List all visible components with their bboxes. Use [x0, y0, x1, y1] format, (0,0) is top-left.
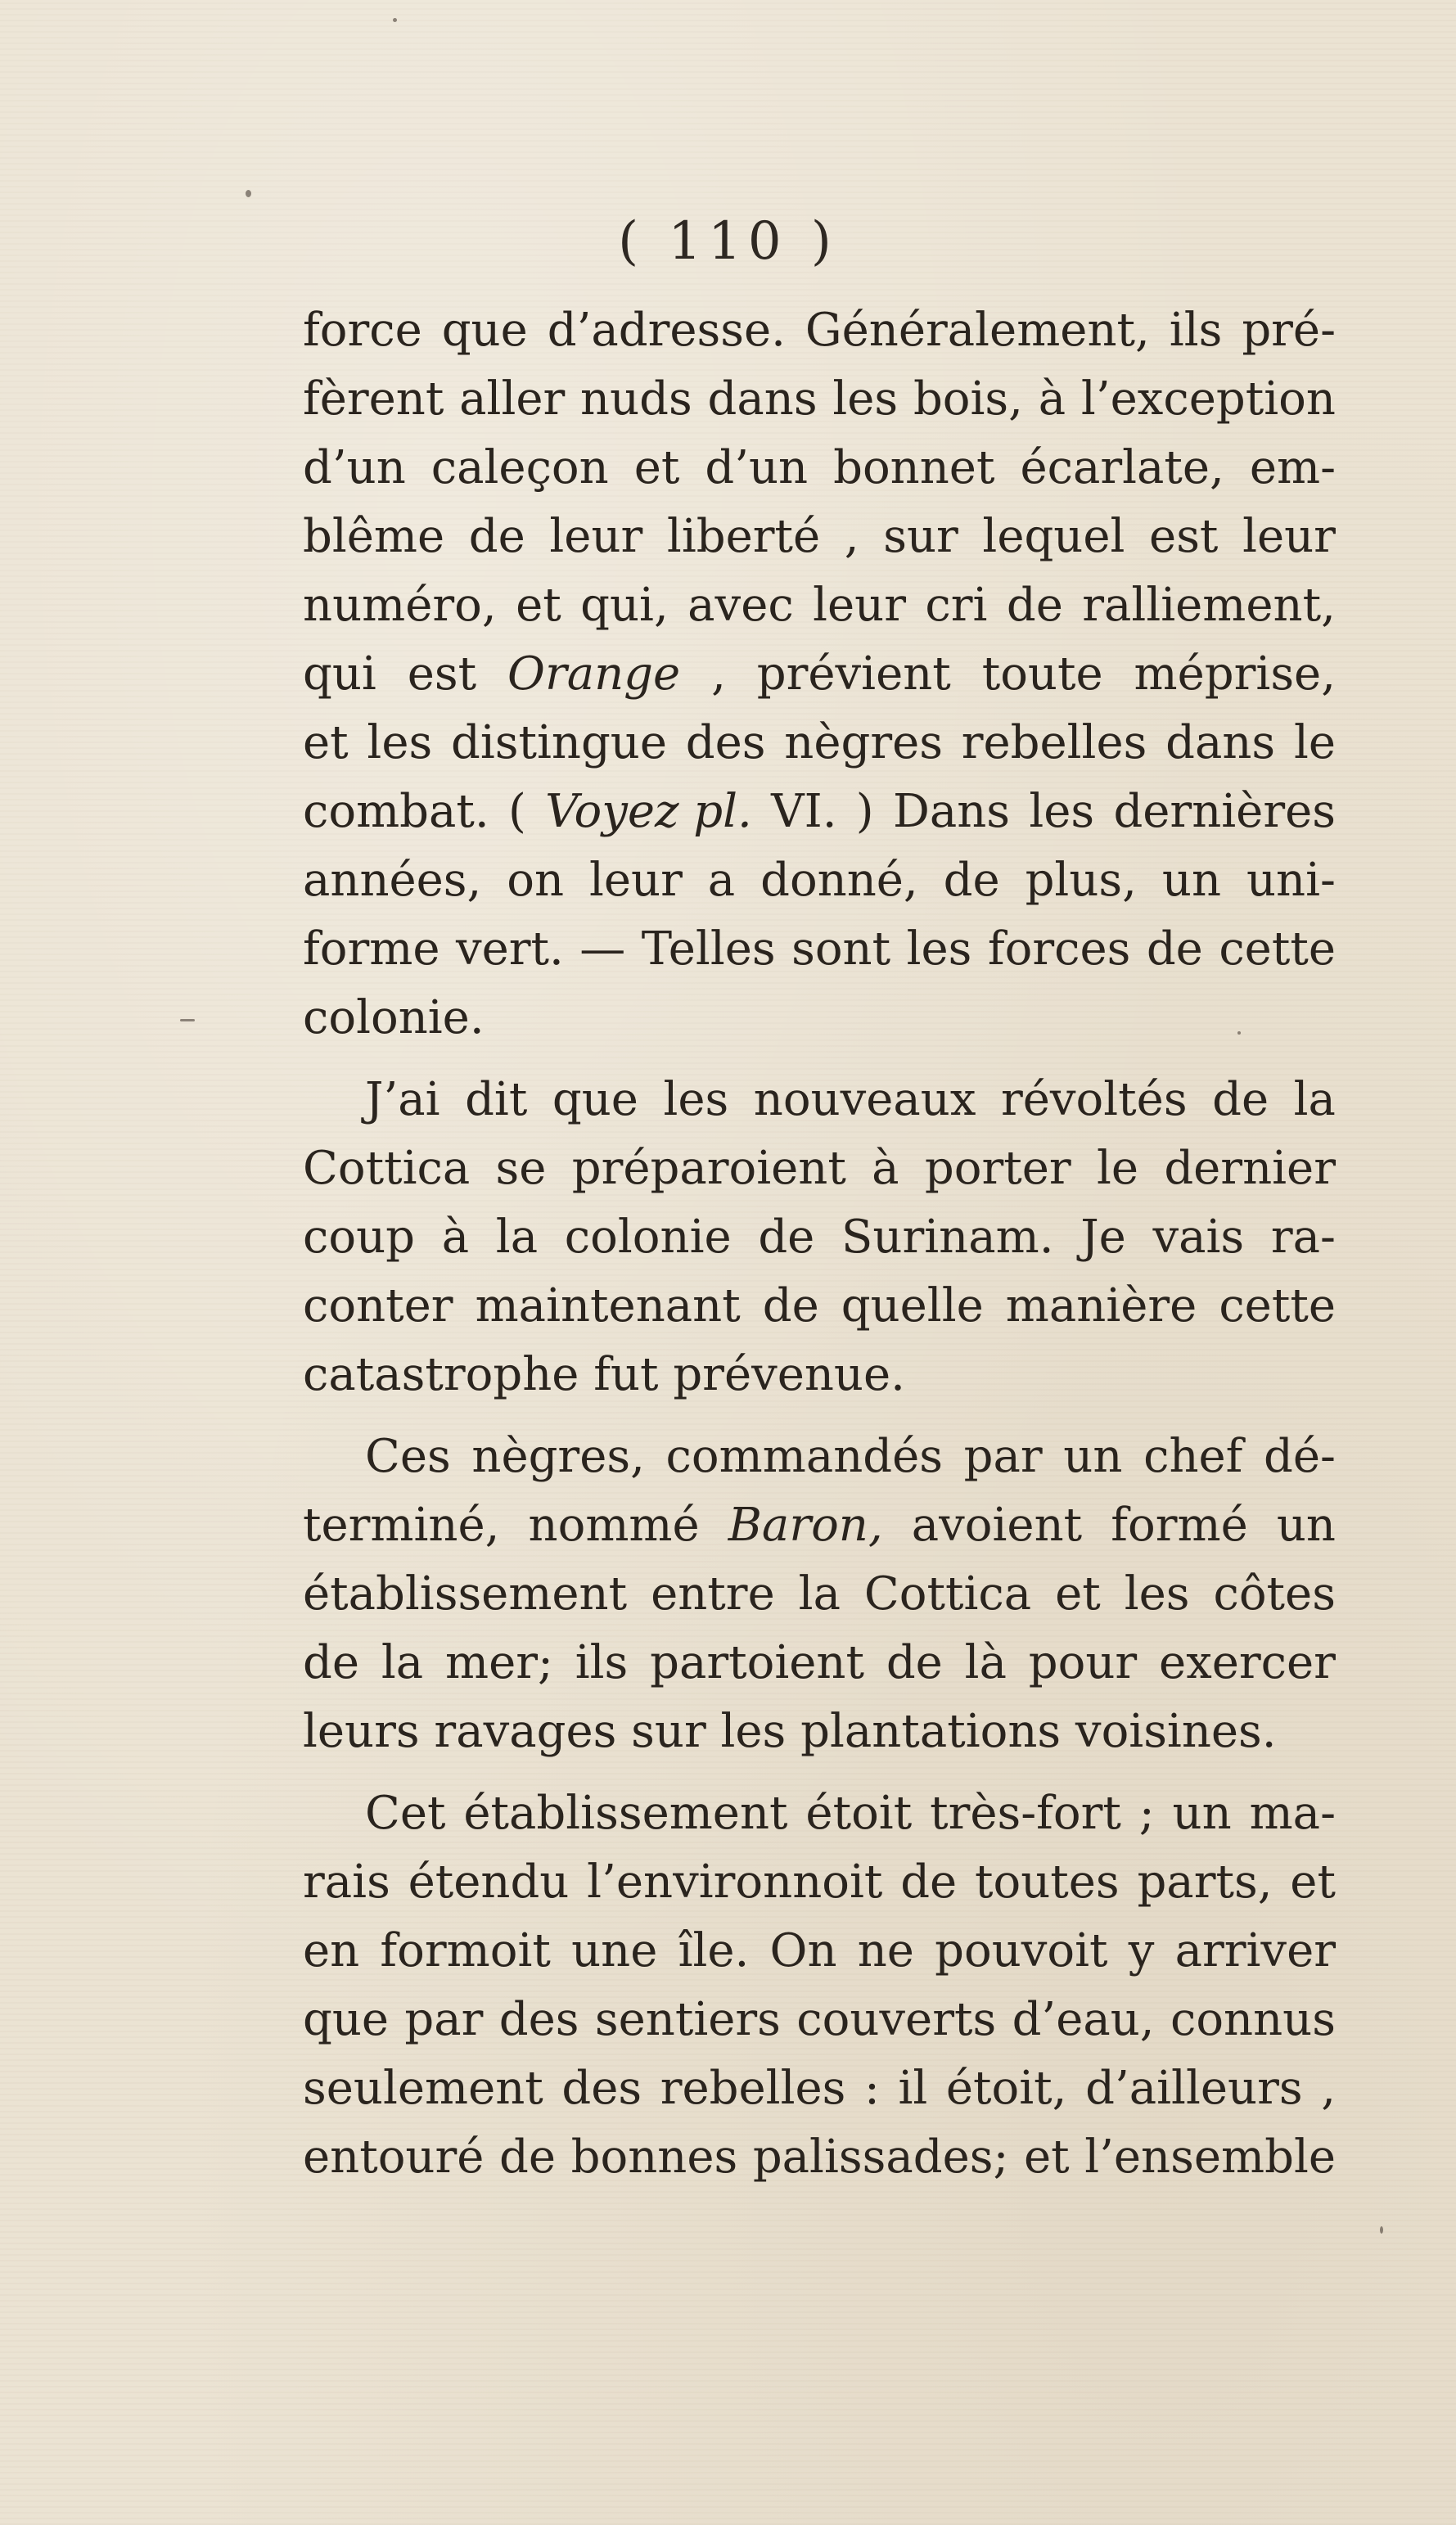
word: étendu [408, 1855, 570, 1909]
word: — [579, 922, 626, 976]
body-text [303, 296, 1336, 2192]
word: leur [549, 510, 643, 563]
word: ils [575, 1636, 629, 1689]
word: nouveaux [753, 1073, 976, 1126]
word: Généralement, [805, 304, 1150, 357]
text-line [303, 709, 1336, 778]
word: avec [687, 579, 794, 632]
word: années, [303, 854, 482, 907]
text-line [303, 296, 1336, 365]
word: toute [981, 647, 1103, 701]
word: vais [1152, 1211, 1245, 1264]
word: un [1172, 1787, 1232, 1840]
word: étoit, [945, 2062, 1067, 2115]
text-line [303, 1491, 1336, 1560]
word: les [906, 922, 972, 976]
word: : [863, 2062, 880, 2115]
word: un [1161, 854, 1222, 907]
word: liberté [666, 510, 821, 563]
word: très-fort [930, 1787, 1121, 1840]
word: , [1321, 2062, 1336, 2115]
word: toutes [974, 1855, 1120, 1909]
word: coup [303, 1211, 415, 1264]
word: côtes [1213, 1567, 1336, 1621]
word: , [711, 647, 726, 701]
paper-speck [1380, 2226, 1383, 2234]
word: l’environnoit [587, 1855, 883, 1909]
word: Telles [641, 922, 776, 976]
text-line [303, 571, 1336, 640]
word: maintenant [475, 1279, 741, 1332]
paper-speck [180, 1019, 195, 1021]
word: de [758, 1211, 815, 1264]
word: on [507, 854, 565, 907]
text-line [303, 1917, 1336, 1986]
text-line [303, 434, 1336, 503]
word: les [832, 372, 899, 426]
word: étoit [805, 1787, 913, 1840]
word: là [964, 1636, 1007, 1689]
word: commandés [665, 1430, 943, 1483]
word: le [1293, 716, 1336, 769]
word: aller [459, 372, 566, 426]
word: caleçon [430, 441, 609, 494]
word: les [1029, 785, 1095, 838]
word: force [303, 304, 422, 357]
word: lequel [982, 510, 1125, 563]
word: vert. [455, 922, 564, 976]
paper-speck [246, 190, 251, 197]
word: entouré [303, 2130, 485, 2184]
text-line [303, 846, 1336, 915]
text-line [303, 1134, 1336, 1203]
word: et [633, 441, 680, 494]
word: ne [857, 1924, 914, 1977]
word: Baron, [728, 1499, 883, 1552]
word: à [1038, 372, 1066, 426]
text-line [303, 1560, 1336, 1629]
word: blême [303, 510, 445, 563]
word: manière [1005, 1279, 1197, 1332]
word: arriver [1174, 1924, 1336, 1977]
word: rais [303, 1855, 390, 1909]
word: forme [303, 922, 440, 976]
word: ralliement, [1082, 579, 1336, 632]
word: Dans [892, 785, 1011, 838]
paper-speck [393, 18, 397, 22]
word: Surinam. [841, 1211, 1054, 1264]
word: nègres [784, 716, 943, 769]
text-line: catastrophe fut prévenue. [303, 1348, 905, 1401]
word: pré- [1242, 304, 1336, 357]
word: le [1096, 1142, 1138, 1195]
word: prévient [756, 647, 951, 701]
word: que [441, 304, 528, 357]
word: à [441, 1211, 470, 1264]
word: écarlate, [1020, 441, 1224, 494]
word: a [707, 854, 736, 907]
word: nommé [528, 1499, 700, 1552]
word: dit [465, 1073, 528, 1126]
word: ( [508, 785, 526, 838]
word: des [498, 1993, 579, 2046]
word: bois, [913, 372, 1023, 426]
word: Cet [365, 1787, 446, 1840]
text-line [303, 778, 1336, 846]
word: seulement [303, 2062, 543, 2115]
word: de [762, 1279, 819, 1332]
text-line [303, 915, 1336, 984]
word: les [367, 716, 433, 769]
word: distingue [450, 716, 668, 769]
word: numéro, [303, 579, 497, 632]
word: d’adresse. [547, 304, 786, 357]
word: conter [303, 1279, 453, 1332]
word: dernières [1113, 785, 1336, 838]
page-number: ( 110 ) [618, 211, 838, 272]
word: dernier [1164, 1142, 1336, 1195]
word: bonnet [833, 441, 995, 494]
word: l’ensemble [1084, 2130, 1336, 2184]
word: par [963, 1430, 1043, 1483]
word: île. [678, 1924, 750, 1977]
word: se [495, 1142, 547, 1195]
word: de [943, 854, 1000, 907]
word: formoit [380, 1924, 551, 1977]
word: Cottica [863, 1567, 1032, 1621]
word: connus [1170, 1993, 1336, 2046]
word: donné, [760, 854, 918, 907]
word: et [1023, 2130, 1070, 2184]
word: sentiers [594, 1993, 781, 2046]
word: et [1055, 1567, 1101, 1621]
word: fèrent [303, 372, 444, 426]
word: d’un [705, 441, 809, 494]
text-line [303, 640, 1336, 709]
word: d’eau, [1012, 1993, 1155, 2046]
word: nuds [580, 372, 692, 426]
word: des [561, 2062, 642, 2115]
word: de [1212, 1073, 1269, 1126]
word: et [303, 716, 349, 769]
word: de [1146, 922, 1203, 976]
word: terminé, [303, 1499, 500, 1552]
word: chef [1143, 1430, 1243, 1483]
word: cette [1219, 1279, 1336, 1332]
word: l’exception [1080, 372, 1336, 426]
word: ils [1169, 304, 1223, 357]
word: un [1063, 1430, 1123, 1483]
word: est [1149, 510, 1219, 563]
word: dans [707, 372, 818, 426]
word: Orange [507, 647, 681, 701]
word: VI. [771, 785, 837, 838]
word: formé [1111, 1499, 1248, 1552]
word: de [468, 510, 525, 563]
word: bonnes [570, 2130, 738, 2184]
paper-speck [1237, 1031, 1241, 1035]
word: exercer [1159, 1636, 1336, 1689]
word: uni- [1246, 854, 1336, 907]
word: que [303, 1993, 390, 2046]
word: colonie [564, 1211, 732, 1264]
word: leur [588, 854, 683, 907]
word: leur [1242, 510, 1336, 563]
word: ra- [1270, 1211, 1336, 1264]
word: la [381, 1636, 424, 1689]
word: leur [813, 579, 906, 632]
word: ) [855, 785, 874, 838]
word: plus, [1025, 854, 1137, 907]
word: On [769, 1924, 837, 1977]
word: forces [987, 922, 1131, 976]
word: nègres, [471, 1430, 645, 1483]
text-line [303, 1272, 1336, 1341]
text-line [303, 1986, 1336, 2054]
word: les [1124, 1567, 1190, 1621]
word: de [886, 1636, 943, 1689]
word: Je [1080, 1211, 1126, 1264]
text-line [303, 1066, 1336, 1134]
word: de [303, 1636, 359, 1689]
word: parts, [1137, 1855, 1273, 1909]
word: révoltés [1001, 1073, 1188, 1126]
word: sur [883, 510, 958, 563]
word: ; [1138, 1787, 1155, 1840]
word: em- [1249, 441, 1336, 494]
word: d’ailleurs [1085, 2062, 1303, 2115]
word: qui, [580, 579, 669, 632]
word: ma- [1249, 1787, 1336, 1840]
word: en [303, 1924, 360, 1977]
word: palissades; [752, 2130, 1009, 2184]
word: dans [1165, 716, 1276, 769]
word: méprise, [1134, 647, 1336, 701]
word: établissement [303, 1567, 628, 1621]
word: quelle [841, 1279, 984, 1332]
word: sont [791, 922, 891, 976]
word: d’un [303, 441, 406, 494]
word: couverts [796, 1993, 997, 2046]
word: préparoient [571, 1142, 846, 1195]
text-line [303, 1779, 1336, 1848]
text-line [303, 1629, 1336, 1698]
word: rebelles [660, 2062, 846, 2115]
word: la [1293, 1073, 1336, 1126]
word: combat. [303, 785, 489, 838]
text-line [303, 1423, 1336, 1491]
word: porter [924, 1142, 1071, 1195]
word: par [404, 1993, 484, 2046]
word: la [798, 1567, 841, 1621]
text-line [303, 365, 1336, 434]
word: cri [925, 579, 988, 632]
word: est [407, 647, 477, 701]
word: Cottica [303, 1142, 471, 1195]
word: de [900, 1855, 958, 1909]
text-line [303, 1848, 1336, 1917]
word: de [1006, 579, 1063, 632]
word: de [499, 2130, 557, 2184]
word: à [872, 1142, 899, 1195]
word: et [1290, 1855, 1336, 1909]
word: , [844, 510, 859, 563]
word: pouvoit [935, 1924, 1108, 1977]
word: dé- [1264, 1430, 1336, 1483]
word: des [685, 716, 766, 769]
word: établissement [463, 1787, 788, 1840]
word: cette [1219, 922, 1336, 976]
word: qui [303, 647, 376, 701]
word: mer; [444, 1636, 553, 1689]
word: J’ai [365, 1073, 440, 1126]
text-line: leurs ravages sur les plantations voisines. [303, 1705, 1277, 1758]
word: la [495, 1211, 539, 1264]
word: pour [1028, 1636, 1138, 1689]
word: une [571, 1924, 658, 1977]
word: un [1276, 1499, 1336, 1552]
word: y [1128, 1924, 1155, 1977]
word: Voyez pl. [545, 785, 752, 838]
word: les [663, 1073, 729, 1126]
text-line [303, 2054, 1336, 2123]
word: avoient [911, 1499, 1083, 1552]
text-line: colonie. [303, 991, 485, 1044]
word: et [516, 579, 561, 632]
text-line [303, 503, 1336, 571]
word: il [898, 2062, 928, 2115]
text-line [303, 1203, 1336, 1272]
text-line [303, 2123, 1336, 2192]
word: Ces [365, 1430, 451, 1483]
word: partoient [650, 1636, 864, 1689]
word: rebelles [961, 716, 1147, 769]
word: que [552, 1073, 638, 1126]
word: entre [651, 1567, 775, 1621]
